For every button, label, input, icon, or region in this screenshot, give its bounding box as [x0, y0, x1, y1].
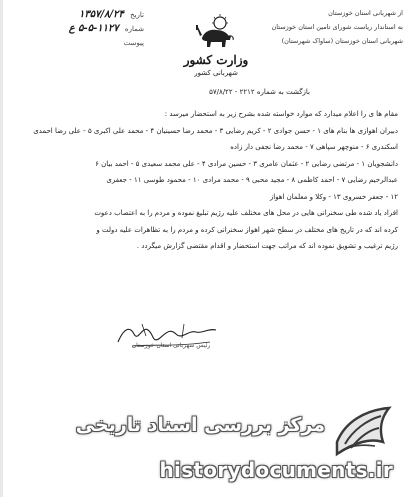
registration-attachment-row [24, 36, 144, 50]
date-label: تاریخ [130, 11, 144, 19]
registration-block [24, 8, 144, 50]
letter-body [16, 106, 398, 255]
number-label: شماره [124, 25, 144, 33]
scan-edge [0, 0, 3, 497]
ministry-title: وزارت کشور [183, 53, 249, 67]
watermark-site: historydocuments.ir [159, 458, 393, 482]
body-line: ۱۲ - جعفر خسروی ۱۳ - وکلا و معلمان اهواز [269, 192, 398, 201]
registration-number-row [24, 22, 144, 36]
reference-line: بازگشت به شماره ۲۲۱۲ - ۵۷/۸/۲۲ [209, 88, 310, 96]
recipient-block [233, 6, 403, 48]
recipient-line: از شهربانی استان خوزستان [328, 9, 403, 17]
body-line: عبدالرحیم رضایی ۷ - احمد کاظمی ۸ - مجید محبی ۹ - محمد مرادی ۱۰ - محمود طوسی ۱۱ - جعفری [106, 176, 398, 184]
watermark [75, 400, 405, 492]
department-title: شهربانی کشور [194, 69, 238, 77]
body-line: دبیران اهوازی ها بنام های ۱ - حسن جوادی ۲ - کریم رضایی ۳ - محمد رضا حسینیان ۴ - محمد علی اکبری ۵ - علی رضا احمدی [33, 126, 398, 135]
body-line: دانشجویان ۱ - مرتضی رضایی ۲ - عثمان عامری ۳ - حسین مرادی ۴ - علی محمد سعیدی ۵ - احمد بیان ۶ [95, 159, 398, 168]
signature-caption: رئیس شهربانی استان خوزستان [131, 342, 211, 349]
history-documents-logo-icon [331, 402, 397, 460]
body-line: اسکندری ۶ - منوچهر سپاهی ۷ - محمد رضا نجفی دار زاده [230, 143, 398, 151]
recipient-line: شهربانی استان خوزستان (ساواک شهرستان) [281, 37, 403, 45]
body-line: افراد یاد شده طی سخنرانی هایی در محل های مختلف علیه رژیم تبلیغ نموده و مردم را به اعتصاب دعوت [94, 209, 398, 217]
recipient-line: به استاندار ریاست شورای تامین استان خوزستان [271, 23, 403, 31]
handwritten-signature [112, 320, 222, 356]
body-line: مقام ها ی را اعلام میدارد که موارد خواسته شده بشرح زیر به استحضار میرسد : [164, 110, 398, 118]
registration-date-row [24, 8, 144, 22]
lion-and-sun-emblem-icon [196, 14, 236, 52]
body-line: کرده اند که در تاریخ های مختلف در سطح شهر اهواز سخنرانی کرده و مردم را به تظاهرات علیه دولت و [96, 225, 398, 234]
body-line: رژیم ترغیب و تشویق نموده اند که مراتب جهت استحضار و اقدام مقتضی گزارش میگردد . [136, 242, 398, 250]
watermark-title: مرکز بررسی اسناد تاریخی [75, 414, 325, 436]
number-value: ۱۱۲۷-۵-۵ ع [68, 23, 119, 34]
attachment-label: پیوست [123, 39, 144, 47]
date-value: ۱۳۵۷/۸/۲۴ [78, 9, 124, 20]
